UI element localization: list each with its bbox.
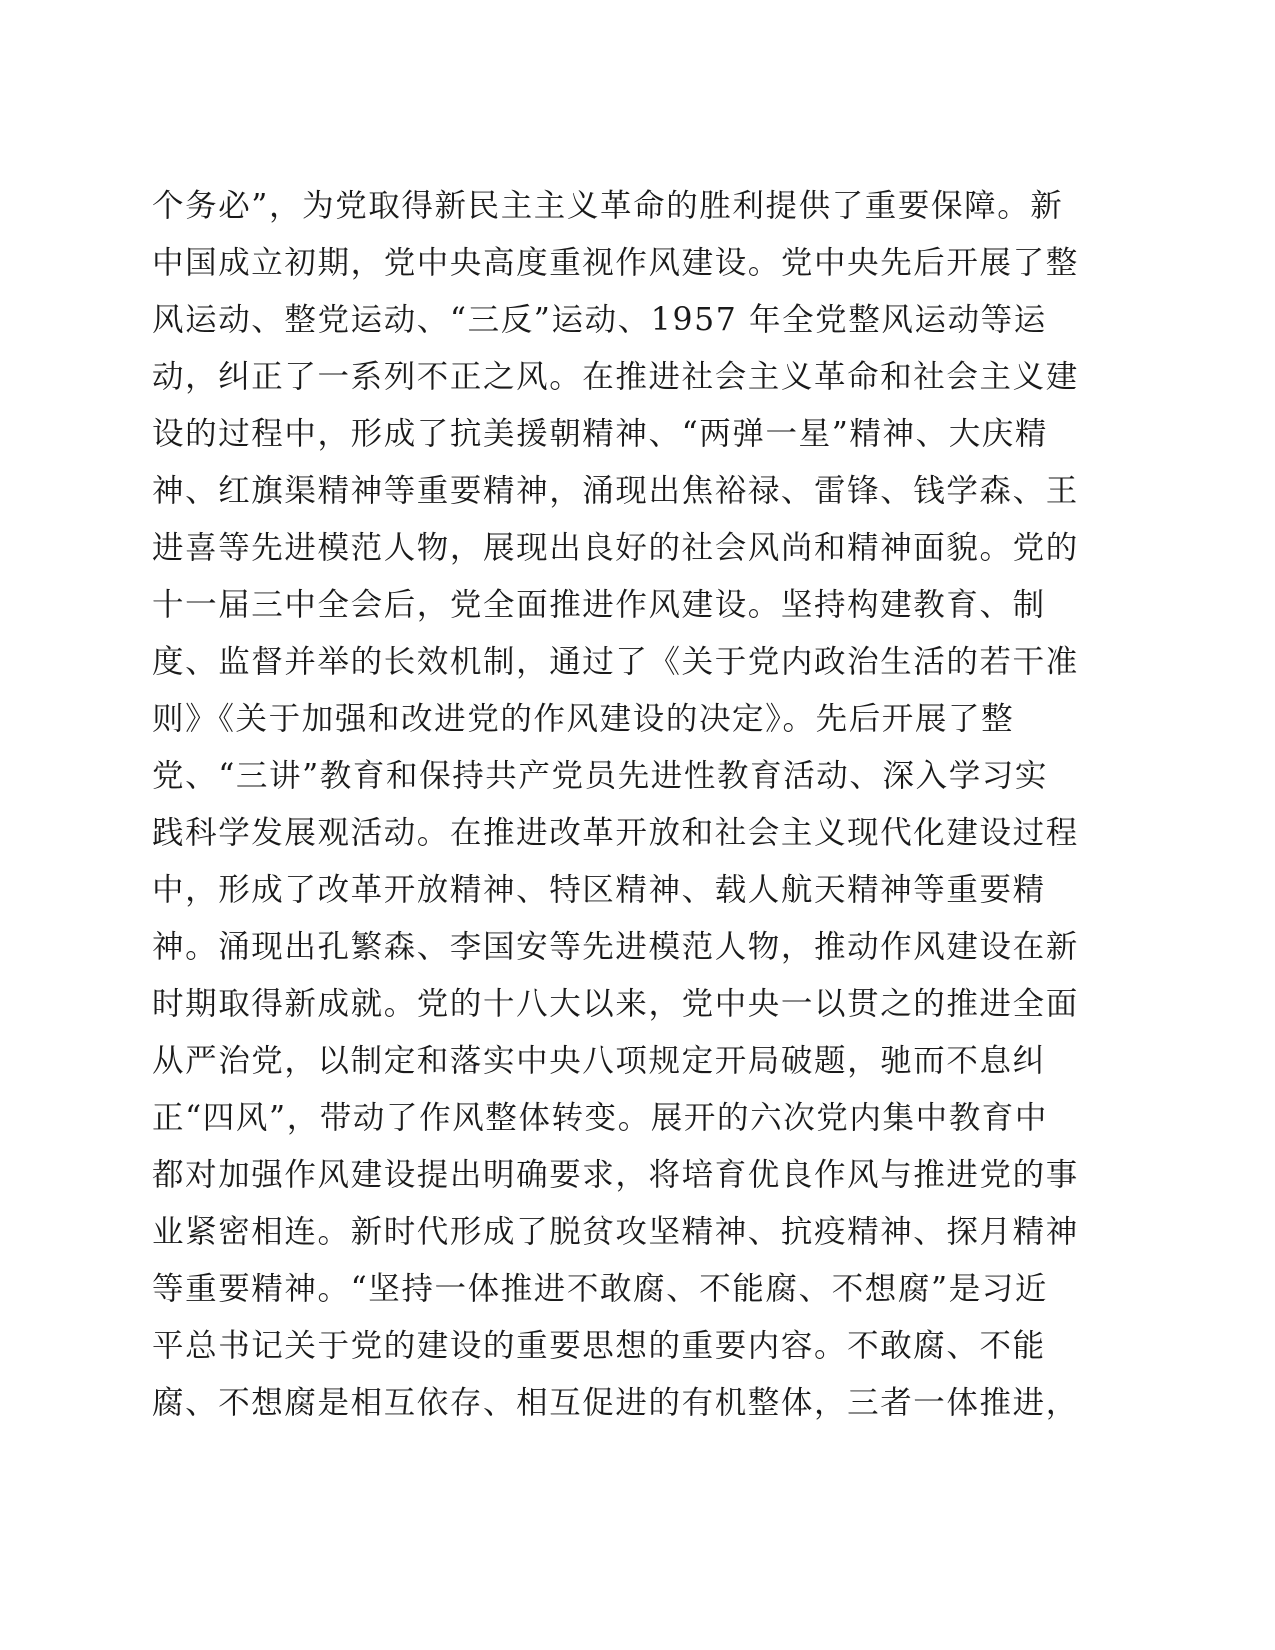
text-line-6: 神、红旗渠精神等重要精神，涌现出焦裕禄、雷锋、钱学森、王 <box>152 473 1079 509</box>
text-line-21: 平总书记关于党的建设的重要思想的重要内容。不敢腐、不能 <box>152 1328 1046 1364</box>
text-line-19: 业紧密相连。新时代形成了脱贫攻坚精神、抗疫精神、探月精神 <box>152 1214 1079 1250</box>
text-line-4: 动，纠正了一系列不正之风。在推进社会主义革命和社会主义建 <box>152 359 1079 395</box>
text-line-3: 风运动、整党运动、“三反”运动、1957 年全党整风运动等运 <box>152 302 1047 338</box>
body-text <box>152 178 1092 1432</box>
text-line-22: 腐、不想腐是相互依存、相互促进的有机整体，三者一体推进， <box>152 1385 1079 1421</box>
text-line-12: 践科学发展观活动。在推进改革开放和社会主义现代化建设过程 <box>152 815 1079 851</box>
text-line-18: 都对加强作风建设提出明确要求，将培育优良作风与推进党的事 <box>152 1157 1079 1193</box>
text-line-2: 中国成立初期，党中央高度重视作风建设。党中央先后开展了整 <box>152 245 1079 281</box>
text-line-15: 时期取得新成就。党的十八大以来，党中央一以贯之的推进全面 <box>152 986 1079 1022</box>
text-line-14: 神。涌现出孔繁森、李国安等先进模范人物，推动作风建设在新 <box>152 929 1079 965</box>
text-line-17: 正“四风”，带动了作风整体转变。展开的六次党内集中教育中 <box>152 1100 1049 1136</box>
text-line-16: 从严治党，以制定和落实中央八项规定开局破题，驰而不息纠 <box>152 1043 1046 1079</box>
text-line-13: 中，形成了改革开放精神、特区精神、载人航天精神等重要精 <box>152 872 1046 908</box>
text-line-20: 等重要精神。“坚持一体推进不敢腐、不能腐、不想腐”是习近 <box>152 1271 1049 1307</box>
text-line-9: 度、监督并举的长效机制，通过了《关于党内政治生活的若干准 <box>152 644 1079 680</box>
text-line-5: 设的过程中，形成了抗美援朝精神、“两弹一星”精神、大庆精 <box>152 416 1049 452</box>
text-line-10: 则》《关于加强和改进党的作风建设的决定》。先后开展了整 <box>152 701 1015 737</box>
text-line-8: 十一届三中全会后，党全面推进作风建设。坚持构建教育、制 <box>152 587 1046 623</box>
text-line-11: 党、“三讲”教育和保持共产党员先进性教育活动、深入学习实 <box>152 758 1049 794</box>
text-line-7: 进喜等先进模范人物，展现出良好的社会风尚和精神面貌。党的 <box>152 530 1079 566</box>
text-line-1: 个务必”，为党取得新民主主义革命的胜利提供了重要保障。新 <box>152 188 1064 224</box>
